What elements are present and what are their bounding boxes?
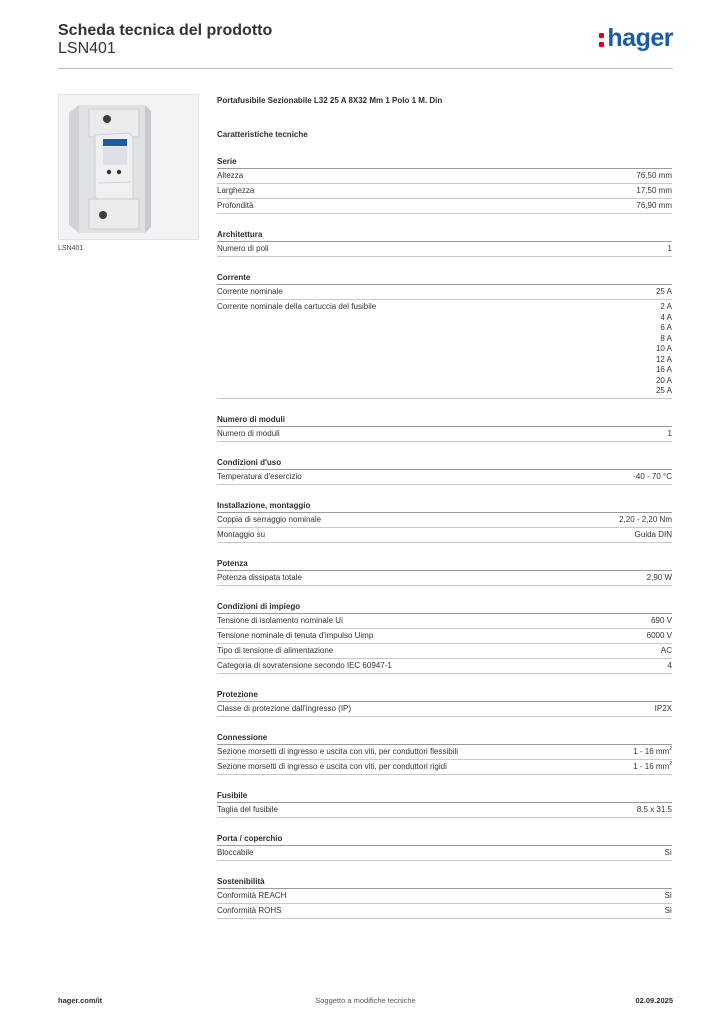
spec-value: Guida DIN [634,530,672,539]
section-title: Protezione [217,688,672,702]
fuse-holder-illustration [59,95,198,239]
spec-value: 76,50 mm [636,171,672,180]
spec-value: 25 A [655,287,672,296]
spec-label: Categoria di sovratensione secondo IEC 60947-1 [217,661,392,670]
spec-section [217,155,672,214]
logo-dots-icon [599,28,605,48]
spec-label: Sezione morsetti di ingresso e uscita con viti, per conduttori flessibili [217,747,458,756]
spec-value: Sì [664,906,672,915]
header-divider [58,68,673,69]
logo-text: hager [607,24,673,52]
spec-row [217,659,672,674]
spec-value: 8 A [660,333,672,343]
spec-label: Tensione nominale di tenuta d'impulso Uimp [217,631,374,640]
spec-label: Potenza dissipata totale [217,573,302,582]
spec-label: Corrente nominale [217,287,283,296]
spec-value: 6000 V [646,631,672,640]
section-title: Sostenibilità [217,875,672,889]
spec-value: 12 A [655,354,672,364]
spec-label: Profondità [217,201,254,210]
spec-value-wrap [633,762,672,773]
spec-row [217,513,672,528]
spec-value: 690 V [651,616,672,625]
section-title: Architettura [217,228,672,242]
spec-section [217,228,672,257]
spec-row [217,184,672,199]
spec-section [217,557,672,586]
spec-section [217,731,672,775]
spec-value: 1 [667,244,672,253]
spec-row [217,571,672,586]
spec-row [217,199,672,214]
superscript: 2 [669,746,672,752]
spec-row [217,470,672,485]
spec-row [217,242,672,257]
product-name: Portafusibile Sezionabile L32 25 A 8X32 Mm 1 Polo 1 M. Din [217,96,443,105]
spec-label: Numero di poli [217,244,269,253]
spec-label: Taglia del fusibile [217,805,278,814]
spec-section [217,789,672,818]
spec-value-wrap [633,747,672,758]
spec-row [217,644,672,659]
spec-row [217,285,672,300]
spec-label: Coppia di serraggio nominale [217,515,322,524]
spec-section [217,832,672,861]
section-title: Condizioni d'uso [217,456,672,470]
product-code: LSN401 [58,40,116,57]
spec-row [217,629,672,644]
footer-note: Soggetto a modifiche tecniche [315,996,416,1005]
spec-row [217,803,672,818]
spec-value: 8.5 x 31.5 [636,805,672,814]
section-title: Installazione, montaggio [217,499,672,513]
spec-value: Sì [664,848,672,857]
spec-section [217,413,672,442]
spec-row [217,702,672,717]
spec-value: AC [660,646,672,655]
spec-section [217,271,672,399]
spec-value-list [656,302,672,397]
spec-value: 76,90 mm [636,201,672,210]
spec-section [217,688,672,717]
spec-row [217,614,672,629]
spec-label: Bloccabile [217,848,254,857]
section-title: Corrente [217,271,672,285]
spec-value: 17,50 mm [636,186,672,195]
spec-row [217,169,672,184]
hager-logo [599,24,673,53]
spec-label: Corrente nominale della cartuccia del fusibile [217,302,377,311]
spec-value: 2,90 W [646,573,672,582]
spec-label: Classe di protezione dall'ingresso (IP) [217,704,352,713]
spec-label: Larghezza [217,186,255,195]
spec-value: 16 A [655,365,672,374]
spec-value: 1 - 16 mm [633,762,670,771]
spec-label: Altezza [217,171,244,180]
spec-section [217,600,672,674]
spec-value: 4 A [660,312,672,322]
spec-value: 1 - 16 mm [633,747,670,756]
spec-row [217,427,672,442]
spec-label: Tensione di isolamento nominale Ui [217,616,343,625]
spec-row [217,300,672,399]
spec-label: Sezione morsetti di ingresso e uscita con viti, per conduttori rigidi [217,762,447,771]
footer-website-link[interactable]: hager.com/it [58,996,103,1005]
footer-date: 02.09.2025 [635,996,673,1005]
spec-label: Conformità ROHS [217,906,282,915]
spec-label: Conformità REACH [217,891,287,900]
characteristics-heading: Caratteristiche tecniche [217,130,308,139]
spec-value: 6 A [660,323,672,332]
spec-value: Sì [664,891,672,900]
page-header [58,20,673,68]
spec-row [217,904,672,919]
spec-value: -40 - 70 °C [633,472,672,481]
superscript: 2 [669,761,672,767]
section-title: Condizioni di impiego [217,600,672,614]
section-title: Potenza [217,557,672,571]
spec-value: 1 [667,429,672,438]
spec-label: Tipo di tensione di alimentazione [217,646,334,655]
spec-value: 20 A [655,375,672,385]
spec-row [217,889,672,904]
section-title: Serie [217,155,672,169]
spec-value: 4 [667,661,672,670]
spec-content [217,95,672,919]
spec-label: Montaggio su [217,530,266,539]
spec-value: 2,20 - 2,20 Nm [619,515,672,524]
section-title: Fusibile [217,789,672,803]
spec-row [217,760,672,775]
spec-value: IP2X [654,704,672,713]
spec-row [217,846,672,861]
spec-row [217,528,672,543]
image-caption: LSN401 [58,245,84,252]
section-title: Numero di moduli [217,413,672,427]
product-image [58,94,199,240]
spec-value: 25 A [655,386,672,395]
spec-section [217,499,672,543]
spec-row [217,745,672,760]
section-title: Porta / coperchio [217,832,672,846]
spec-section [217,456,672,485]
spec-label: Temperatura d'esercizio [217,472,302,481]
document-title: Scheda tecnica del prodotto [58,22,273,39]
spec-label: Numero di moduli [217,429,280,438]
section-title: Connessione [217,731,672,745]
spec-value: 2 A [660,302,672,311]
spec-section [217,875,672,919]
spec-value: 10 A [655,344,672,353]
